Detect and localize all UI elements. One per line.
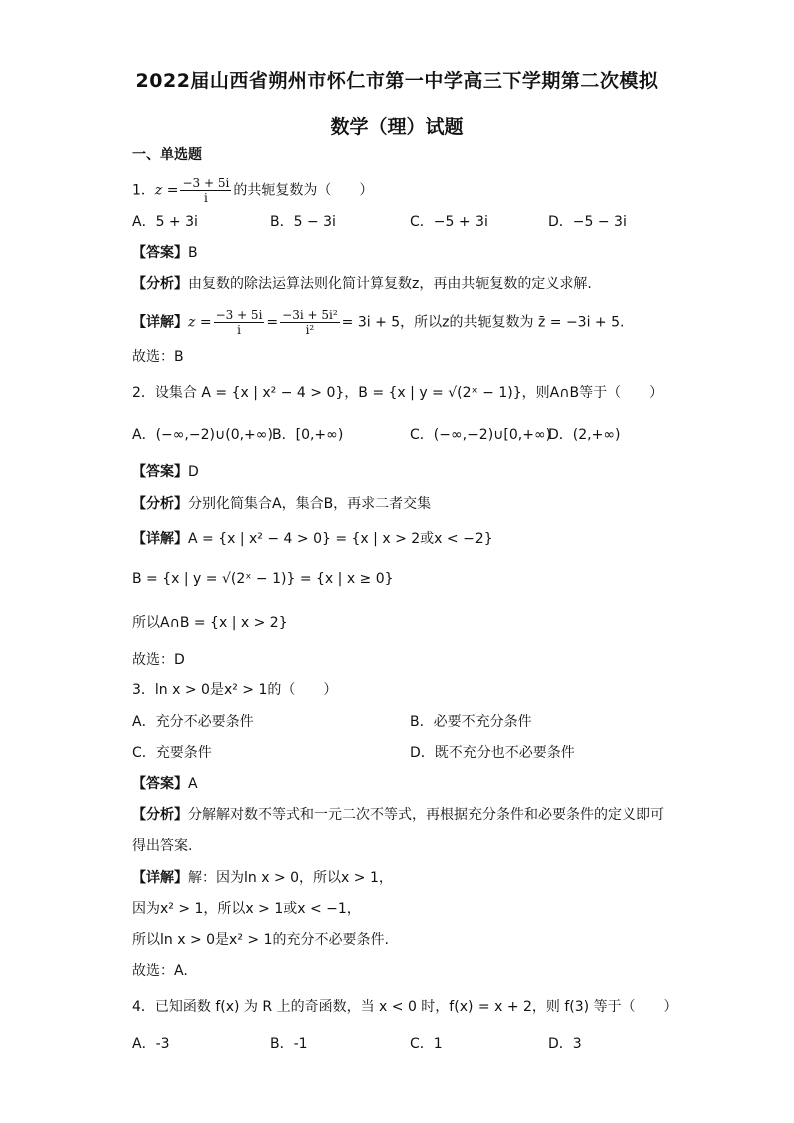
q2-answer	[132, 462, 199, 482]
q1-analysis-tag: 【分析】	[132, 276, 188, 292]
q1-detail-eq: =	[266, 314, 279, 331]
q2-text: 设集合 A = {x | x² − 4 > 0}，B = {x | y = √(2ˣ − 1)}，则A∩B等于（ ）	[154, 385, 664, 401]
q4-text: 已知函数 f(x) 为 R 上的奇函数，当 x < 0 时，f(x) = x + 2，则 f(3) 等于（ ）	[154, 999, 678, 1015]
q1-option-b: B．5 − 3i	[270, 214, 336, 230]
q1-detail-frac2	[280, 308, 340, 337]
q4-number: 4．	[132, 999, 155, 1015]
q4-option-b: B．-1	[270, 1036, 308, 1052]
q1-option-a: A．5 + 3i	[132, 214, 198, 230]
q2-answer-value: D	[188, 464, 199, 480]
q1-fraction	[180, 176, 231, 205]
q1-detail	[132, 308, 624, 337]
q2-answer-tag: 【答案】	[132, 464, 188, 480]
q3-analysis-2: 得出答案.	[132, 838, 193, 854]
q2-option-c: C．(−∞,−2)∪[0,+∞)	[410, 427, 552, 443]
q2-detail-3: 所以A∩B = {x | x > 2}	[132, 615, 288, 631]
section-heading: 一、单选题	[132, 147, 202, 163]
q1-detail-frac2-num: −3i + 5i²	[282, 308, 338, 322]
q3-text: ln x > 0是x² > 1的（ ）	[154, 682, 338, 698]
q3-stem	[132, 680, 337, 700]
q1-frac-num: −3 + 5i	[182, 176, 230, 190]
q1-detail-frac1-num: −3 + 5i	[215, 308, 263, 322]
q4-option-d: D．3	[548, 1036, 582, 1052]
q1-tail: 的共轭复数为（ ）	[233, 182, 374, 199]
q4-option-c: C．1	[410, 1036, 443, 1052]
q2-detail-1	[132, 529, 493, 549]
q3-answer-value: A	[188, 776, 198, 792]
q1-answer-value: B	[188, 245, 198, 261]
q3-detail1-text: 解：因为ln x > 0，所以x > 1，	[188, 870, 393, 886]
q3-option-b: B．必要不充分条件	[410, 714, 532, 730]
q3-option-a: A．充分不必要条件	[132, 714, 254, 730]
q2-analysis	[132, 494, 431, 514]
q1-option-c: C．−5 + 3i	[410, 214, 488, 230]
q3-option-c: C．充要条件	[132, 745, 212, 761]
q3-detail-2: 因为x² > 1，所以x > 1或x < −1，	[132, 901, 361, 917]
q3-detail-tag: 【详解】	[132, 870, 188, 886]
q3-analysis-tag: 【分析】	[132, 807, 188, 823]
q2-option-a: A．(−∞,−2)∪(0,+∞)	[132, 427, 273, 443]
q1-detail-frac1	[214, 308, 265, 337]
q1-detail-tail: = 3i + 5，所以z的共轭复数为 z̄ = −3i + 5.	[341, 314, 625, 331]
q3-analysis1-text: 分解解对数不等式和一元二次不等式，再根据充分条件和必要条件的定义即可	[188, 807, 664, 823]
q3-conclusion: 故选：A.	[132, 963, 188, 979]
q1-stem	[132, 176, 373, 205]
q3-answer	[132, 774, 198, 794]
q3-answer-tag: 【答案】	[132, 776, 188, 792]
q1-detail-tag: 【详解】	[132, 314, 188, 331]
q2-detail-2: B = {x | y = √(2ˣ − 1)} = {x | x ≥ 0}	[132, 571, 394, 587]
q2-analysis-tag: 【分析】	[132, 496, 188, 512]
q3-number: 3．	[132, 682, 155, 698]
q2-analysis-text: 分别化简集合A，集合B，再求二者交集	[188, 496, 432, 512]
q1-answer	[132, 243, 198, 263]
q1-detail-lead: z =	[188, 314, 212, 331]
q1-analysis	[132, 274, 592, 294]
q4-option-a: A．-3	[132, 1036, 170, 1052]
q3-detail-1	[132, 868, 393, 888]
q1-analysis-text: 由复数的除法运算法则化简计算复数z，再由共轭复数的定义求解.	[188, 276, 592, 292]
q2-detail1-text: A = {x | x² − 4 > 0} = {x | x > 2或x < −2}	[188, 531, 493, 547]
q3-analysis-1	[132, 805, 664, 825]
q1-answer-tag: 【答案】	[132, 245, 188, 261]
q4-stem	[132, 997, 678, 1017]
q1-frac-den: i	[203, 191, 208, 205]
doc-title-line1: 2022届山西省朔州市怀仁市第一中学高三下学期第二次模拟	[135, 70, 659, 92]
q1-detail-frac2-den: i²	[305, 323, 315, 337]
q1-conclusion: 故选：B	[132, 349, 184, 365]
q2-detail-tag: 【详解】	[132, 531, 188, 547]
q2-option-d: D．(2,+∞)	[548, 427, 621, 443]
q2-conclusion: 故选：D	[132, 652, 185, 668]
q1-detail-frac1-den: i	[237, 323, 241, 337]
q2-number: 2．	[132, 385, 155, 401]
q1-lead: z =	[154, 182, 179, 199]
q3-detail-3: 所以ln x > 0是x² > 1的充分不必要条件.	[132, 932, 389, 948]
q2-stem	[132, 383, 663, 403]
q1-number: 1．	[132, 182, 155, 199]
doc-title-line2: 数学（理）试题	[330, 116, 464, 138]
q1-option-d: D．−5 − 3i	[548, 214, 627, 230]
q2-option-b: B．[0,+∞)	[272, 427, 344, 443]
q3-option-d: D．既不充分也不必要条件	[410, 745, 575, 761]
